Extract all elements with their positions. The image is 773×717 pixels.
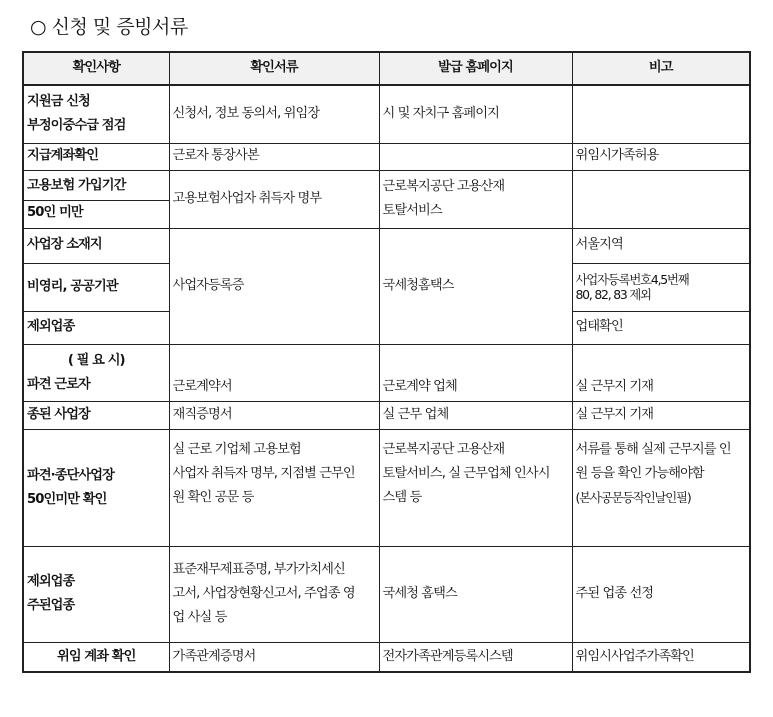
check-item-cell: 위임 계좌 확인 <box>23 642 169 672</box>
check-item-cell: 종된 사업장 <box>23 401 169 429</box>
documents-cell: 가족관계증명서 <box>169 642 379 672</box>
remarks-cell: 업태확인 <box>572 311 750 344</box>
issuing-site-cell: 시 및 자치구 홈페이지 <box>379 85 572 143</box>
issuing-site-cell <box>379 143 572 170</box>
cell-line: ( 필 요 시) <box>67 352 125 368</box>
check-item-cell <box>23 85 169 143</box>
table-row <box>23 85 750 143</box>
check-item-cell: 제외업종 <box>23 311 169 344</box>
cell-line: 원 등을 확인 가능해야함 <box>575 465 704 481</box>
remarks-cell: 위임시사업주가족확인 <box>572 642 750 672</box>
table-row <box>23 143 750 170</box>
header-remarks: 비고 <box>572 52 750 85</box>
issuing-site-cell: 전자가족관계등록시스템 <box>379 642 572 672</box>
cell-line: 부정이중수급 점검 <box>27 118 126 134</box>
remarks-cell: 주된 업종 선정 <box>572 546 750 642</box>
remarks-cell <box>572 263 750 311</box>
table-header-row <box>23 52 750 85</box>
remarks-cell: 실 근무지 기재 <box>572 344 750 401</box>
issuing-site-cell <box>379 429 572 546</box>
section-title <box>30 12 188 39</box>
header-check-item: 확인사항 <box>23 52 169 85</box>
table-row <box>23 228 750 263</box>
issuing-site-cell <box>379 170 572 228</box>
circle-marker-icon: ○ <box>30 16 47 38</box>
issuing-site-cell: 실 근무 업체 <box>379 401 572 429</box>
cell-line: 스템 등 <box>382 489 422 505</box>
documents-cell <box>169 546 379 642</box>
cell-line: 사업자등록번호4,5번째 <box>575 271 689 287</box>
cell-line: 토탈서비스 <box>382 203 442 218</box>
remarks-cell: 위임시가족허용 <box>572 143 750 170</box>
cell-line: 실 근로 기업체 고용보험 <box>172 441 301 457</box>
cell-line: 파견·종단사업장 <box>27 467 114 483</box>
table-row <box>23 170 750 228</box>
cell-line: 원 확인 공문 등 <box>172 489 254 505</box>
header-documents: 확인서류 <box>169 52 379 85</box>
documents-cell: 사업자등록증 <box>169 228 379 344</box>
documents-table <box>22 51 751 673</box>
check-item-cell: 사업장 소재지 <box>23 228 169 263</box>
documents-cell: 근로자 통장사본 <box>169 143 379 170</box>
issuing-site-cell: 근로계약 업체 <box>379 344 572 401</box>
header-issuing-site: 발급 홈페이지 <box>379 52 572 85</box>
section-title-text: 신청 및 증빙서류 <box>51 16 188 38</box>
cell-line: 토탈서비스, 실 근무업체 인사시 <box>382 465 550 481</box>
table-row <box>23 401 750 429</box>
table-row <box>23 546 750 642</box>
documents-cell: 신청서, 정보 동의서, 위임장 <box>169 85 379 143</box>
cell-line: 지원금 신청 <box>27 94 90 110</box>
cell-line: 고서, 사업장현황신고서, 주업종 영 <box>172 586 355 601</box>
cell-line: 주된업종 <box>27 598 75 613</box>
documents-cell <box>169 429 379 546</box>
check-item-cell <box>23 170 169 228</box>
cell-line: 고용보험 가입기간 <box>24 174 169 201</box>
remarks-cell <box>572 170 750 228</box>
issuing-site-cell: 국세청홈택스 <box>379 228 572 344</box>
table-row <box>23 642 750 672</box>
cell-line: 사업자 취득자 명부, 지점별 근무인 <box>172 465 355 481</box>
remarks-cell <box>572 85 750 143</box>
remarks-cell: 서울지역 <box>572 228 750 263</box>
table-row <box>23 429 750 546</box>
check-item-cell <box>23 429 169 546</box>
documents-cell: 재직증명서 <box>169 401 379 429</box>
cell-line: 서류를 통해 실제 근무지를 인 <box>575 441 731 457</box>
issuing-site-cell: 국세청 홈택스 <box>379 546 572 642</box>
check-item-cell: 비영리, 공공기관 <box>23 263 169 311</box>
cell-line: 50인 미만 <box>27 204 83 220</box>
table-row <box>23 344 750 401</box>
remarks-cell: 실 근무지 기재 <box>572 401 750 429</box>
cell-line: (본사공문등작인날인필) <box>575 489 691 505</box>
cell-line: 50인미만 확인 <box>27 491 107 507</box>
cell-line: 표준재무제표증명, 부가가치세신 <box>172 562 345 577</box>
check-item-cell: 지급계좌확인 <box>23 143 169 170</box>
cell-line: 파견 근로자 <box>27 376 90 392</box>
remarks-cell <box>572 429 750 546</box>
documents-cell: 근로계약서 <box>169 344 379 401</box>
check-item-cell <box>23 344 169 401</box>
cell-line: 근로복지공단 고용산재 <box>382 179 505 194</box>
cell-line: 근로복지공단 고용산재 <box>382 441 505 457</box>
cell-line: 제외업종 <box>27 574 75 589</box>
check-item-cell <box>23 546 169 642</box>
cell-line: 업 사실 등 <box>172 610 227 625</box>
documents-cell: 고용보험사업자 취득자 명부 <box>169 170 379 228</box>
cell-line: 80, 82, 83 제외 <box>575 287 651 302</box>
